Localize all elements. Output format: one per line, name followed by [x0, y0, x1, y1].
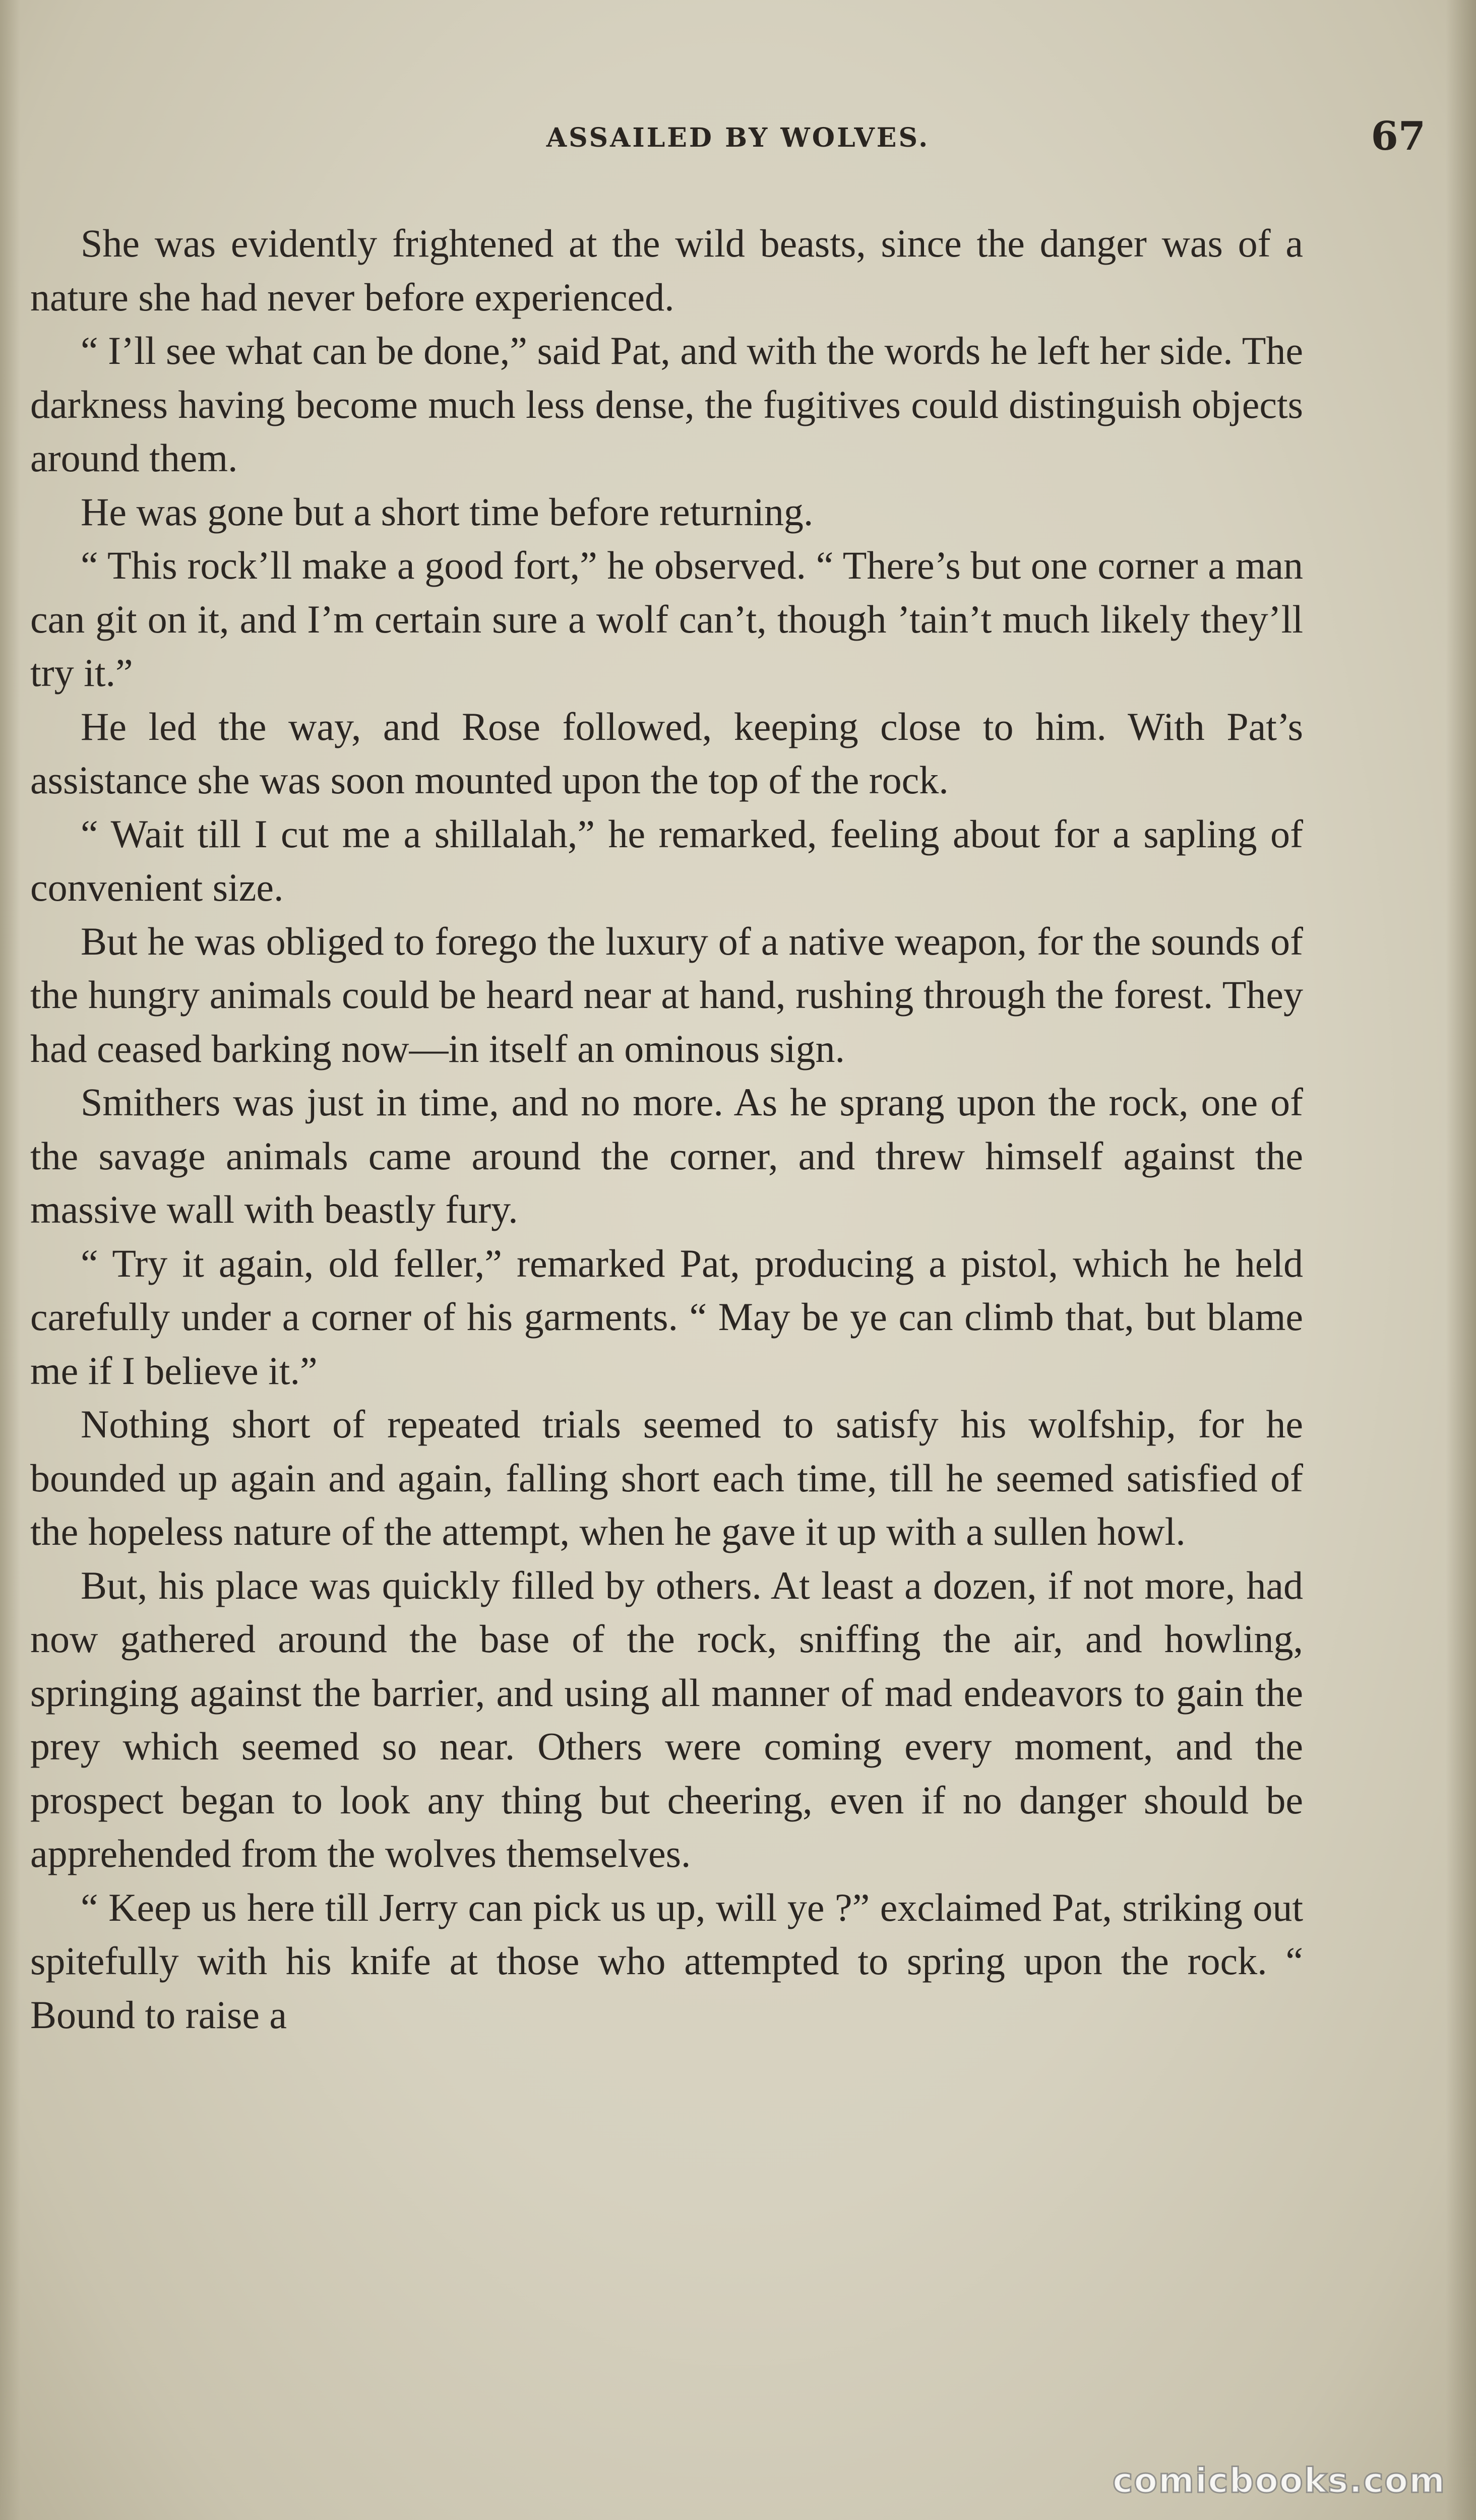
paragraph-3: He was gone but a short time before returning. [81, 489, 814, 534]
page-header [30, 113, 1446, 174]
paragraph-10: Nothing short of repeated trials seemed to satisfy his wolfship, for he bounded up again and again, falling short each time, till he seemed satisfied of the hopeless nature of the attempt, when he gave it up with a sullen howl. [30, 1402, 1303, 1553]
paragraph-5: He led the way, and Rose followed, keeping close to him. With Pat’s assistance she was soon mounted upon the top of the rock. [30, 704, 1303, 802]
paragraph-1: She was evidently frightened at the wild beasts, since the danger was of a nature she had never before experienced. [30, 221, 1303, 319]
paragraph-8: Smithers was just in time, and no more. As he sprang upon the rock, one of the savage animals came around the corner, and threw himself against the massive wall with beastly fury. [30, 1080, 1303, 1231]
paragraph-9: “ Try it again, old feller,” remarked Pat, producing a pistol, which he held carefully under a corner of his garments. “ May be ye can climb that, but blame me if I believe it.” [30, 1241, 1303, 1393]
paragraph-7: But he was obliged to forego the luxury of a native weapon, for the sounds of the hungry animals could be heard near at hand, rushing through the forest. They had ceased barking now—in itself an ominous sign. [30, 919, 1303, 1070]
running-head: ASSAILED BY WOLVES. [546, 122, 930, 153]
paragraph-2: “ I’ll see what can be done,” said Pat, and with the words he left her side. The darkness having become much less dense, the fugitives could distinguish objects around them. [30, 329, 1303, 480]
paragraph-11: But, his place was quickly filled by others. At least a dozen, if not more, had now gathered around the base of the rock, sniffing the air, and howling, springing against the barrier, and using all manner of mad endeavors to gain the prey which seemed so near. Others were coming every moment, and the prospect began to look any thing but cheering, even if no danger should be apprehended from the wolves themselves. [30, 1563, 1303, 1875]
page-number: 67 [1371, 113, 1426, 159]
paragraph-4: “ This rock’ll make a good fort,” he observed. “ There’s but one corner a man can git on it, and I’m certain sure a wolf can’t, though ’tain’t much likely they’ll try it.” [30, 543, 1303, 695]
body-text [30, 217, 1303, 2042]
paragraph-6: “ Wait till I cut me a shillalah,” he remarked, feeling about for a sapling of convenient size. [30, 811, 1303, 909]
paragraph-12: “ Keep us here till Jerry can pick us up, will ye ?” exclaimed Pat, striking out spitefully with his knife at those who attempted to spring upon the rock. “ Bound to raise a [30, 1885, 1303, 2037]
watermark: comicbooks.com [1112, 2461, 1446, 2501]
